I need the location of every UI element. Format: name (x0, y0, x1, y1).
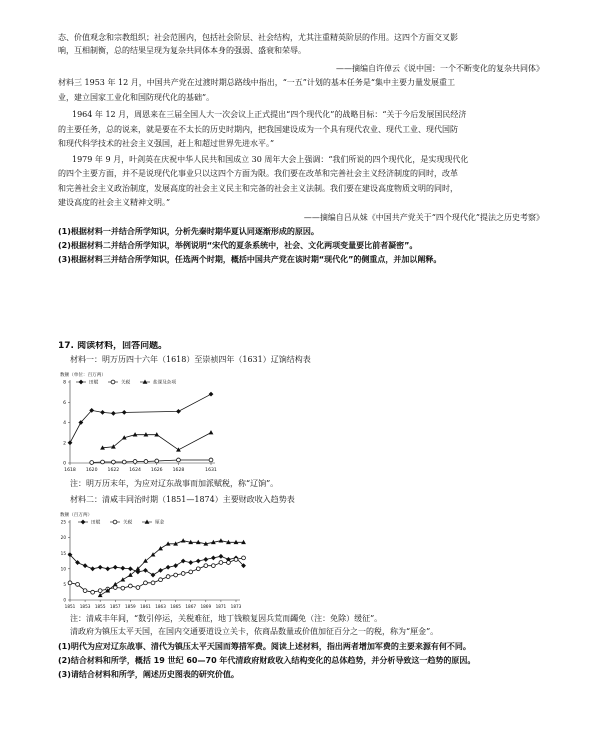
data-point (151, 581, 155, 585)
x-tick-label: 1861 (140, 604, 151, 609)
data-point (219, 538, 224, 542)
x-tick-label: 1869 (200, 604, 212, 609)
data-point (121, 586, 125, 590)
x-tick-label: 1628 (172, 468, 185, 473)
question-item: (3)请结合材料和所学，阐述历史图表的研究价值。 (58, 670, 239, 679)
y-tick-label: 25 (60, 519, 66, 525)
legend-marker (79, 380, 84, 385)
text-line: 态、价值观念和宗教组织；社会范围内，包括社会阶层、社会结构，尤其注重精英阶层的作用。这四个方面交叉影 (58, 33, 458, 42)
data-point (133, 432, 138, 436)
text-line: 的四个主要方面，并不是说现代化事业只以这四个方面为限。我们要在改革和完善社会主义经济制度的同时，改革 (58, 169, 458, 178)
data-point (177, 458, 181, 462)
x-tick-label: 1626 (150, 468, 163, 473)
legend-label: 田赋 (91, 520, 101, 526)
legend-marker (113, 520, 117, 524)
data-point (98, 593, 103, 597)
y-tick-label: 2 (63, 441, 66, 447)
data-point (133, 460, 137, 464)
data-point (105, 566, 110, 571)
data-point (83, 589, 87, 593)
legend-marker (145, 520, 150, 524)
data-point (174, 573, 178, 577)
chart-note: 注：清咸丰年间，“数引停运，关税难征，地丁钱粮复因兵荒而蠲免（注：免除）缓征”。 (70, 614, 383, 623)
x-tick-label: 1620 (85, 468, 98, 473)
data-point (209, 458, 213, 462)
data-point (98, 589, 102, 593)
data-point (154, 432, 159, 436)
legend-label: 关税 (121, 380, 131, 386)
x-tick-label: 1857 (109, 604, 121, 609)
data-point (98, 565, 103, 570)
y-axis-label: 数额（百万两） (60, 513, 93, 518)
data-point (166, 575, 170, 579)
x-tick-label: 1867 (185, 604, 197, 609)
text-line: 1979 年 9 月，叶剑英在庆祝中华人民共和国成立 30 周年大会上强调：“我们所说的四个现代化，是实现现代化 (72, 155, 469, 164)
data-point (120, 577, 125, 581)
material-caption: 材料二：清咸丰同治时期（1851—1874）主要财政收入趋势表 (70, 495, 295, 504)
legend-label: 关税 (123, 520, 133, 526)
data-point (159, 578, 163, 582)
data-point (91, 590, 95, 594)
data-point (209, 430, 214, 434)
series-line (70, 558, 244, 592)
data-point (209, 392, 214, 397)
data-point (151, 573, 156, 578)
data-point (120, 566, 125, 571)
data-point (219, 561, 223, 565)
data-point (144, 460, 148, 464)
data-point (196, 559, 201, 564)
data-point (166, 565, 171, 570)
data-point (113, 565, 118, 570)
legend-label: 田赋 (89, 380, 99, 386)
text-line: 和完善社会主义政治制度，发展高度的社会主义民主和完备的社会主义法制。我们要在建设高度物质文明的同时， (58, 184, 458, 193)
legend-marker (143, 380, 148, 384)
data-point (143, 568, 148, 573)
text-line: 响，互相制衡，总的结果呈现为复杂共同体本身的强弱、盛衰和荣辱。 (58, 46, 306, 55)
source-citation: ——摘编自许倬云《说中国：一个不断变化的复杂共同体》 (336, 64, 544, 73)
data-point (196, 567, 200, 571)
legend-marker (111, 380, 115, 384)
data-point (83, 563, 88, 568)
y-tick-label: 6 (63, 400, 66, 406)
y-tick-label: 20 (60, 535, 66, 541)
text-line: 材料三 1953 年 12 月，中国共产党在过渡时期总路线中指出，“一五”计划的基本任务是“集中主要力量发展重工 (58, 78, 455, 87)
y-tick-label: 10 (60, 566, 66, 572)
data-point (122, 460, 126, 464)
data-point (155, 459, 159, 463)
material-caption: 材料一：明万历四十六年（1618）至崇祯四年（1631）辽饷结构表 (70, 355, 311, 364)
source-citation: ——摘编自吕从妹《中国共产党关于“四个现代化”提法之历史考察》 (303, 213, 544, 222)
y-tick-label: 5 (63, 582, 66, 587)
data-point (234, 558, 238, 562)
data-point (204, 564, 208, 568)
data-point (144, 432, 149, 436)
x-tick-label: 1618 (64, 468, 76, 473)
y-axis-label: 数额（单位：百万两） (60, 373, 106, 378)
chart-note: 注：明万历末年，为应对辽东战事而加派赋税，称“辽饷”。 (70, 479, 279, 488)
data-point (68, 581, 72, 585)
data-point (100, 410, 105, 415)
data-point (211, 564, 215, 568)
series-line (92, 460, 211, 463)
data-point (111, 460, 115, 464)
y-tick-label: 15 (60, 550, 66, 556)
data-point (122, 410, 127, 415)
question-heading: 17. 阅读材料，回答问题。 (58, 341, 168, 351)
data-point (90, 461, 94, 465)
data-point (136, 586, 140, 590)
x-tick-label: 1851 (64, 604, 76, 609)
data-point (76, 583, 80, 587)
data-point (219, 554, 224, 559)
text-line: 1964 年 12 月，周恩来在三届全国人大一次会议上正式提出“四个现代化”的战略目标：“关于今后发展国民经济 (72, 110, 467, 119)
x-tick-label: 1853 (79, 604, 91, 609)
chart-liaoxiang (58, 368, 228, 476)
data-point (181, 559, 186, 564)
x-tick-label: 1624 (129, 468, 141, 473)
x-tick-label: 1631 (205, 468, 217, 473)
text-line: 和现代科学技术的社会主义强国，赶上和超过世界先进水平。” (58, 139, 275, 148)
data-point (173, 563, 178, 568)
data-point (158, 546, 163, 550)
x-tick-label: 1859 (125, 604, 136, 609)
x-tick-label: 1865 (170, 604, 181, 609)
question-item: (1)明代为应对辽东战事、清代为镇压太平天国而筹措军费。阅读上述材料，指出两者增加军费的主要来源有何不同。 (58, 642, 471, 651)
data-point (189, 570, 193, 574)
data-point (68, 440, 73, 445)
x-tick-label: 1873 (230, 604, 242, 609)
question-item: (3)根据材料三并结合所学知识，任选两个时期，概括中国共产党在该时期“现代化”的侧重点，并加以阐释。 (58, 255, 442, 264)
x-tick-label: 1855 (94, 604, 106, 609)
legend-label: 厘金 (155, 520, 165, 526)
chart-qing-revenue (58, 508, 248, 612)
data-point (111, 411, 116, 416)
data-point (176, 447, 181, 451)
x-tick-label: 1871 (215, 604, 227, 609)
series-line (70, 394, 211, 443)
data-point (113, 582, 118, 586)
text-line: 业，建立国家工业化和国防现代化的基础”。 (58, 93, 215, 102)
chart-note: 清政府为镇压太平天国，在国内交通要道设立关卡，依商品数量或价值加征百分之一的税，称为“厘金”。 (70, 627, 439, 636)
data-point (181, 572, 185, 576)
data-point (90, 566, 95, 571)
data-point (203, 557, 208, 562)
text-line: 的主要任务，总的说来，就是要在不太长的历史时期内，把我国建设成为一个具有现代农业、现代工业、现代国防 (58, 125, 458, 134)
data-point (188, 560, 193, 565)
data-point (242, 556, 246, 560)
question-item: (2)结合材料和所学，概括 19 世纪 60—70 年代清政府财政收入结构变化的总体趋势，并分析导致这一趋势的原因。 (58, 656, 476, 665)
data-point (176, 409, 181, 414)
data-point (101, 460, 105, 464)
data-point (181, 538, 186, 542)
series-line (70, 555, 244, 575)
data-point (158, 568, 163, 573)
y-tick-label: 8 (63, 380, 66, 386)
x-tick-label: 1863 (155, 604, 166, 609)
data-point (128, 584, 132, 588)
text-line: 建设高度的社会主义精神文明。” (58, 198, 171, 207)
data-point (211, 555, 216, 560)
legend-marker (81, 520, 86, 525)
y-tick-label: 4 (63, 421, 66, 427)
data-point (227, 561, 231, 565)
data-point (144, 581, 148, 585)
y-tick-label: 0 (63, 597, 66, 603)
question-item: (1)根据材料一并结合所学知识，分析先秦时期华夏认同逐渐形成的原因。 (58, 227, 319, 236)
data-point (128, 566, 133, 571)
y-tick-label: 0 (63, 461, 66, 467)
legend-label: 盐课及杂项 (153, 380, 176, 386)
x-tick-label: 1622 (107, 468, 120, 473)
question-item: (2)根据材料二并结合所学知识，举例说明“宋代的夏条系统中，社会、文化两项变量要比前者凝密”。 (58, 241, 418, 250)
